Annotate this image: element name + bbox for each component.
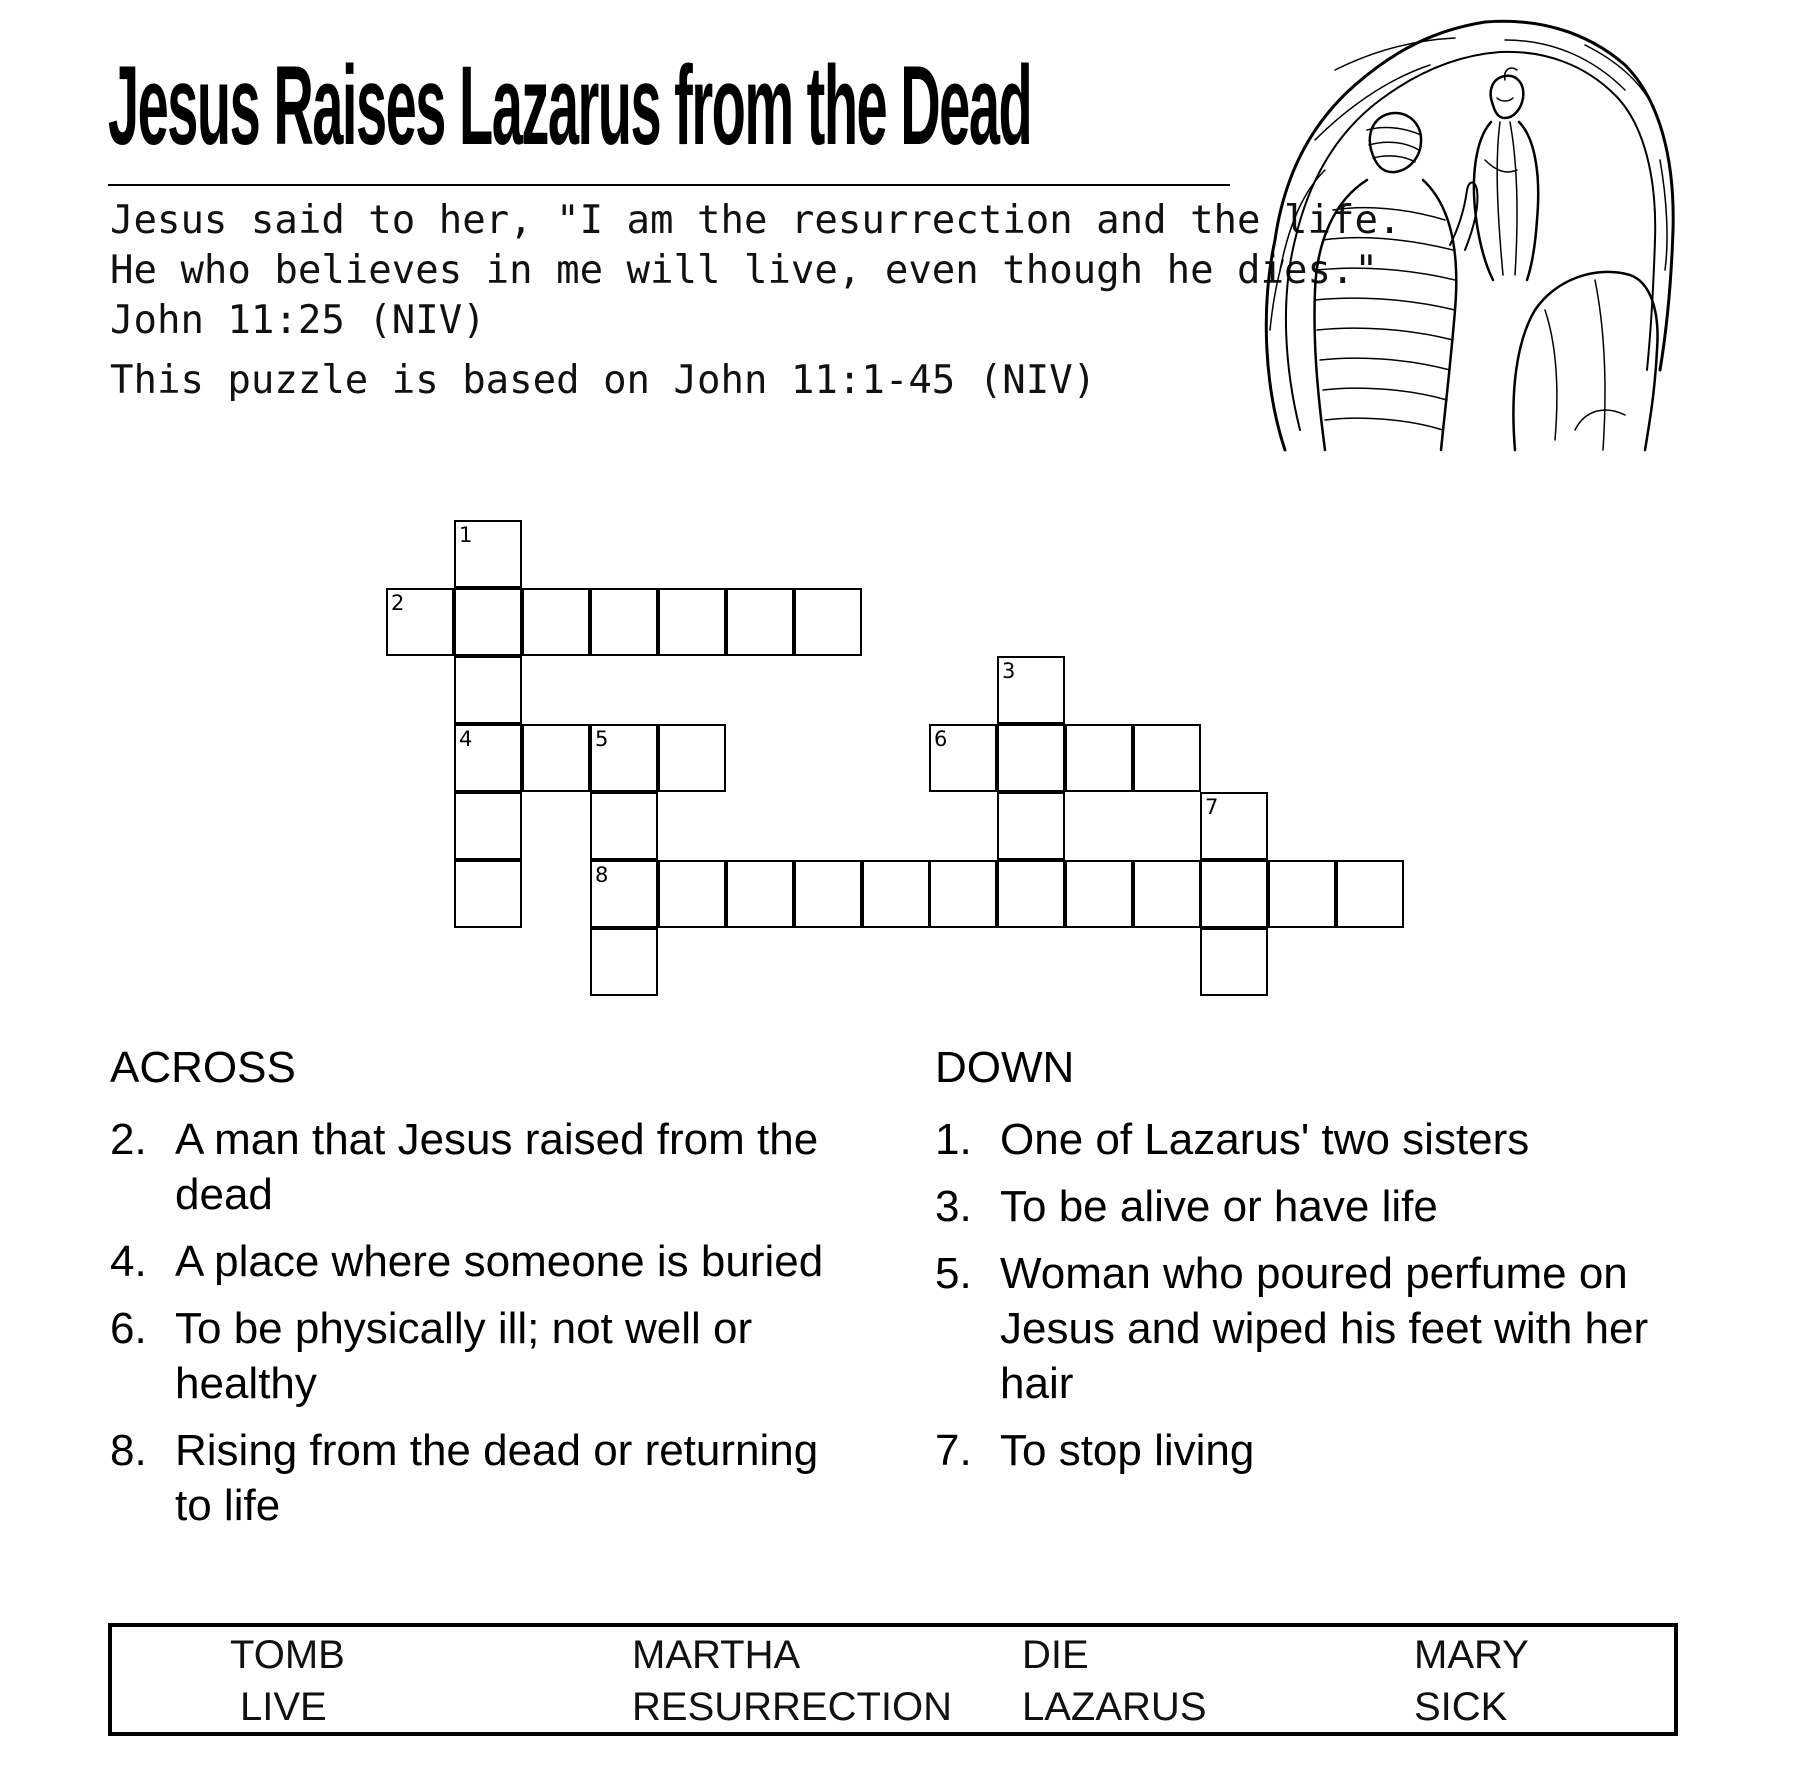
word-bank-item: SICK xyxy=(1414,1685,1508,1729)
clue-number-label: 7. xyxy=(935,1426,972,1475)
clue-text: To be physically ill; not well or healthy xyxy=(175,1304,753,1408)
crossword-cell[interactable] xyxy=(454,588,522,656)
crossword-cell[interactable] xyxy=(454,724,522,792)
clue-text: Woman who poured perfume on Jesus and wiped his feet with her hair xyxy=(1000,1249,1649,1408)
crossword-cell[interactable] xyxy=(726,860,794,928)
clue-number-label: 5. xyxy=(935,1249,972,1298)
clue-text: To stop living xyxy=(1000,1426,1255,1475)
word-bank-item: RESURRECTION xyxy=(632,1685,953,1729)
crossword-cell[interactable] xyxy=(590,860,658,928)
clue-number: 4 xyxy=(459,727,473,751)
crossword-cell[interactable] xyxy=(454,860,522,928)
crossword-cell[interactable] xyxy=(929,724,997,792)
down-clue-list xyxy=(935,1112,1695,1490)
verse-line-2: He who believes in me will live, even though he dies." xyxy=(110,248,1378,293)
down-heading: DOWN xyxy=(935,1043,1075,1092)
crossword-cell[interactable] xyxy=(1133,724,1201,792)
across-clue xyxy=(110,1112,830,1222)
verse-reference: John 11:25 (NIV) xyxy=(110,298,486,343)
clue-number-label: 3. xyxy=(935,1182,972,1231)
down-clue xyxy=(935,1112,1695,1167)
crossword-cell[interactable] xyxy=(997,656,1065,724)
down-clue xyxy=(935,1246,1695,1411)
puzzle-source-note: This puzzle is based on John 11:1-45 (NIV) xyxy=(110,358,1097,403)
crossword-cell[interactable] xyxy=(590,928,658,996)
down-clue xyxy=(935,1423,1695,1478)
clue-number-label: 2. xyxy=(110,1115,147,1164)
word-bank-item: LAZARUS xyxy=(1022,1685,1207,1729)
crossword-cell[interactable] xyxy=(658,588,726,656)
crossword-cell[interactable] xyxy=(726,588,794,656)
crossword-cell[interactable] xyxy=(590,724,658,792)
crossword-cell[interactable] xyxy=(1268,860,1336,928)
crossword-cell[interactable] xyxy=(454,656,522,724)
crossword-cell[interactable] xyxy=(590,792,658,860)
across-clue xyxy=(110,1234,830,1289)
crossword-cell[interactable] xyxy=(862,860,930,928)
clue-number-label: 4. xyxy=(110,1237,147,1286)
clue-number: 5 xyxy=(595,727,609,751)
crossword-cell[interactable] xyxy=(1200,928,1268,996)
word-bank xyxy=(108,1623,1678,1736)
crossword-cell[interactable] xyxy=(794,860,862,928)
clue-text: Rising from the dead or returning to life xyxy=(175,1426,819,1530)
crossword-cell[interactable] xyxy=(1065,724,1133,792)
word-bank-item: MARTHA xyxy=(632,1633,801,1677)
clue-number: 2 xyxy=(391,591,405,615)
crossword-cell[interactable] xyxy=(794,588,862,656)
clue-number: 7 xyxy=(1205,795,1219,819)
clue-text: To be alive or have life xyxy=(1000,1182,1438,1231)
word-bank-item: TOMB xyxy=(230,1633,345,1677)
crossword-cell[interactable] xyxy=(522,588,590,656)
puzzle-title: Jesus Raises Lazarus from the Dead xyxy=(108,43,1032,168)
clue-text: One of Lazarus' two sisters xyxy=(1000,1115,1530,1164)
crossword-cell[interactable] xyxy=(386,588,454,656)
across-clue xyxy=(110,1301,830,1411)
down-clue xyxy=(935,1179,1695,1234)
clue-number-label: 8. xyxy=(110,1426,147,1475)
crossword-cell[interactable] xyxy=(1200,860,1268,928)
crossword-cell[interactable] xyxy=(658,860,726,928)
clue-number: 1 xyxy=(459,523,473,547)
across-clue-list xyxy=(110,1112,830,1545)
crossword-cell[interactable] xyxy=(658,724,726,792)
clue-number-label: 1. xyxy=(935,1115,972,1164)
word-bank-item: MARY xyxy=(1414,1633,1529,1677)
clue-text: A place where someone is buried xyxy=(175,1237,824,1286)
crossword-cell[interactable] xyxy=(1336,860,1404,928)
crossword-cell[interactable] xyxy=(590,588,658,656)
crossword-cell[interactable] xyxy=(454,792,522,860)
crossword-cell[interactable] xyxy=(997,792,1065,860)
crossword-cell[interactable] xyxy=(522,724,590,792)
across-heading: ACROSS xyxy=(110,1043,296,1092)
crossword-cell[interactable] xyxy=(1065,860,1133,928)
clue-number: 3 xyxy=(1002,659,1016,683)
clue-number: 8 xyxy=(595,863,609,887)
clue-text: A man that Jesus raised from the dead xyxy=(175,1115,819,1219)
across-clue xyxy=(110,1423,830,1533)
crossword-cell[interactable] xyxy=(1200,792,1268,860)
crossword-cell[interactable] xyxy=(997,860,1065,928)
crossword-cell[interactable] xyxy=(929,860,997,928)
clue-number: 6 xyxy=(934,727,948,751)
word-bank-item: LIVE xyxy=(240,1685,327,1729)
word-bank-item: DIE xyxy=(1022,1633,1089,1677)
crossword-cell[interactable] xyxy=(1133,860,1201,928)
crossword-cell[interactable] xyxy=(997,724,1065,792)
clue-number-label: 6. xyxy=(110,1304,147,1353)
verse-line-1: Jesus said to her, "I am the resurrection and the life. xyxy=(110,198,1402,243)
crossword-cell[interactable] xyxy=(454,520,522,588)
